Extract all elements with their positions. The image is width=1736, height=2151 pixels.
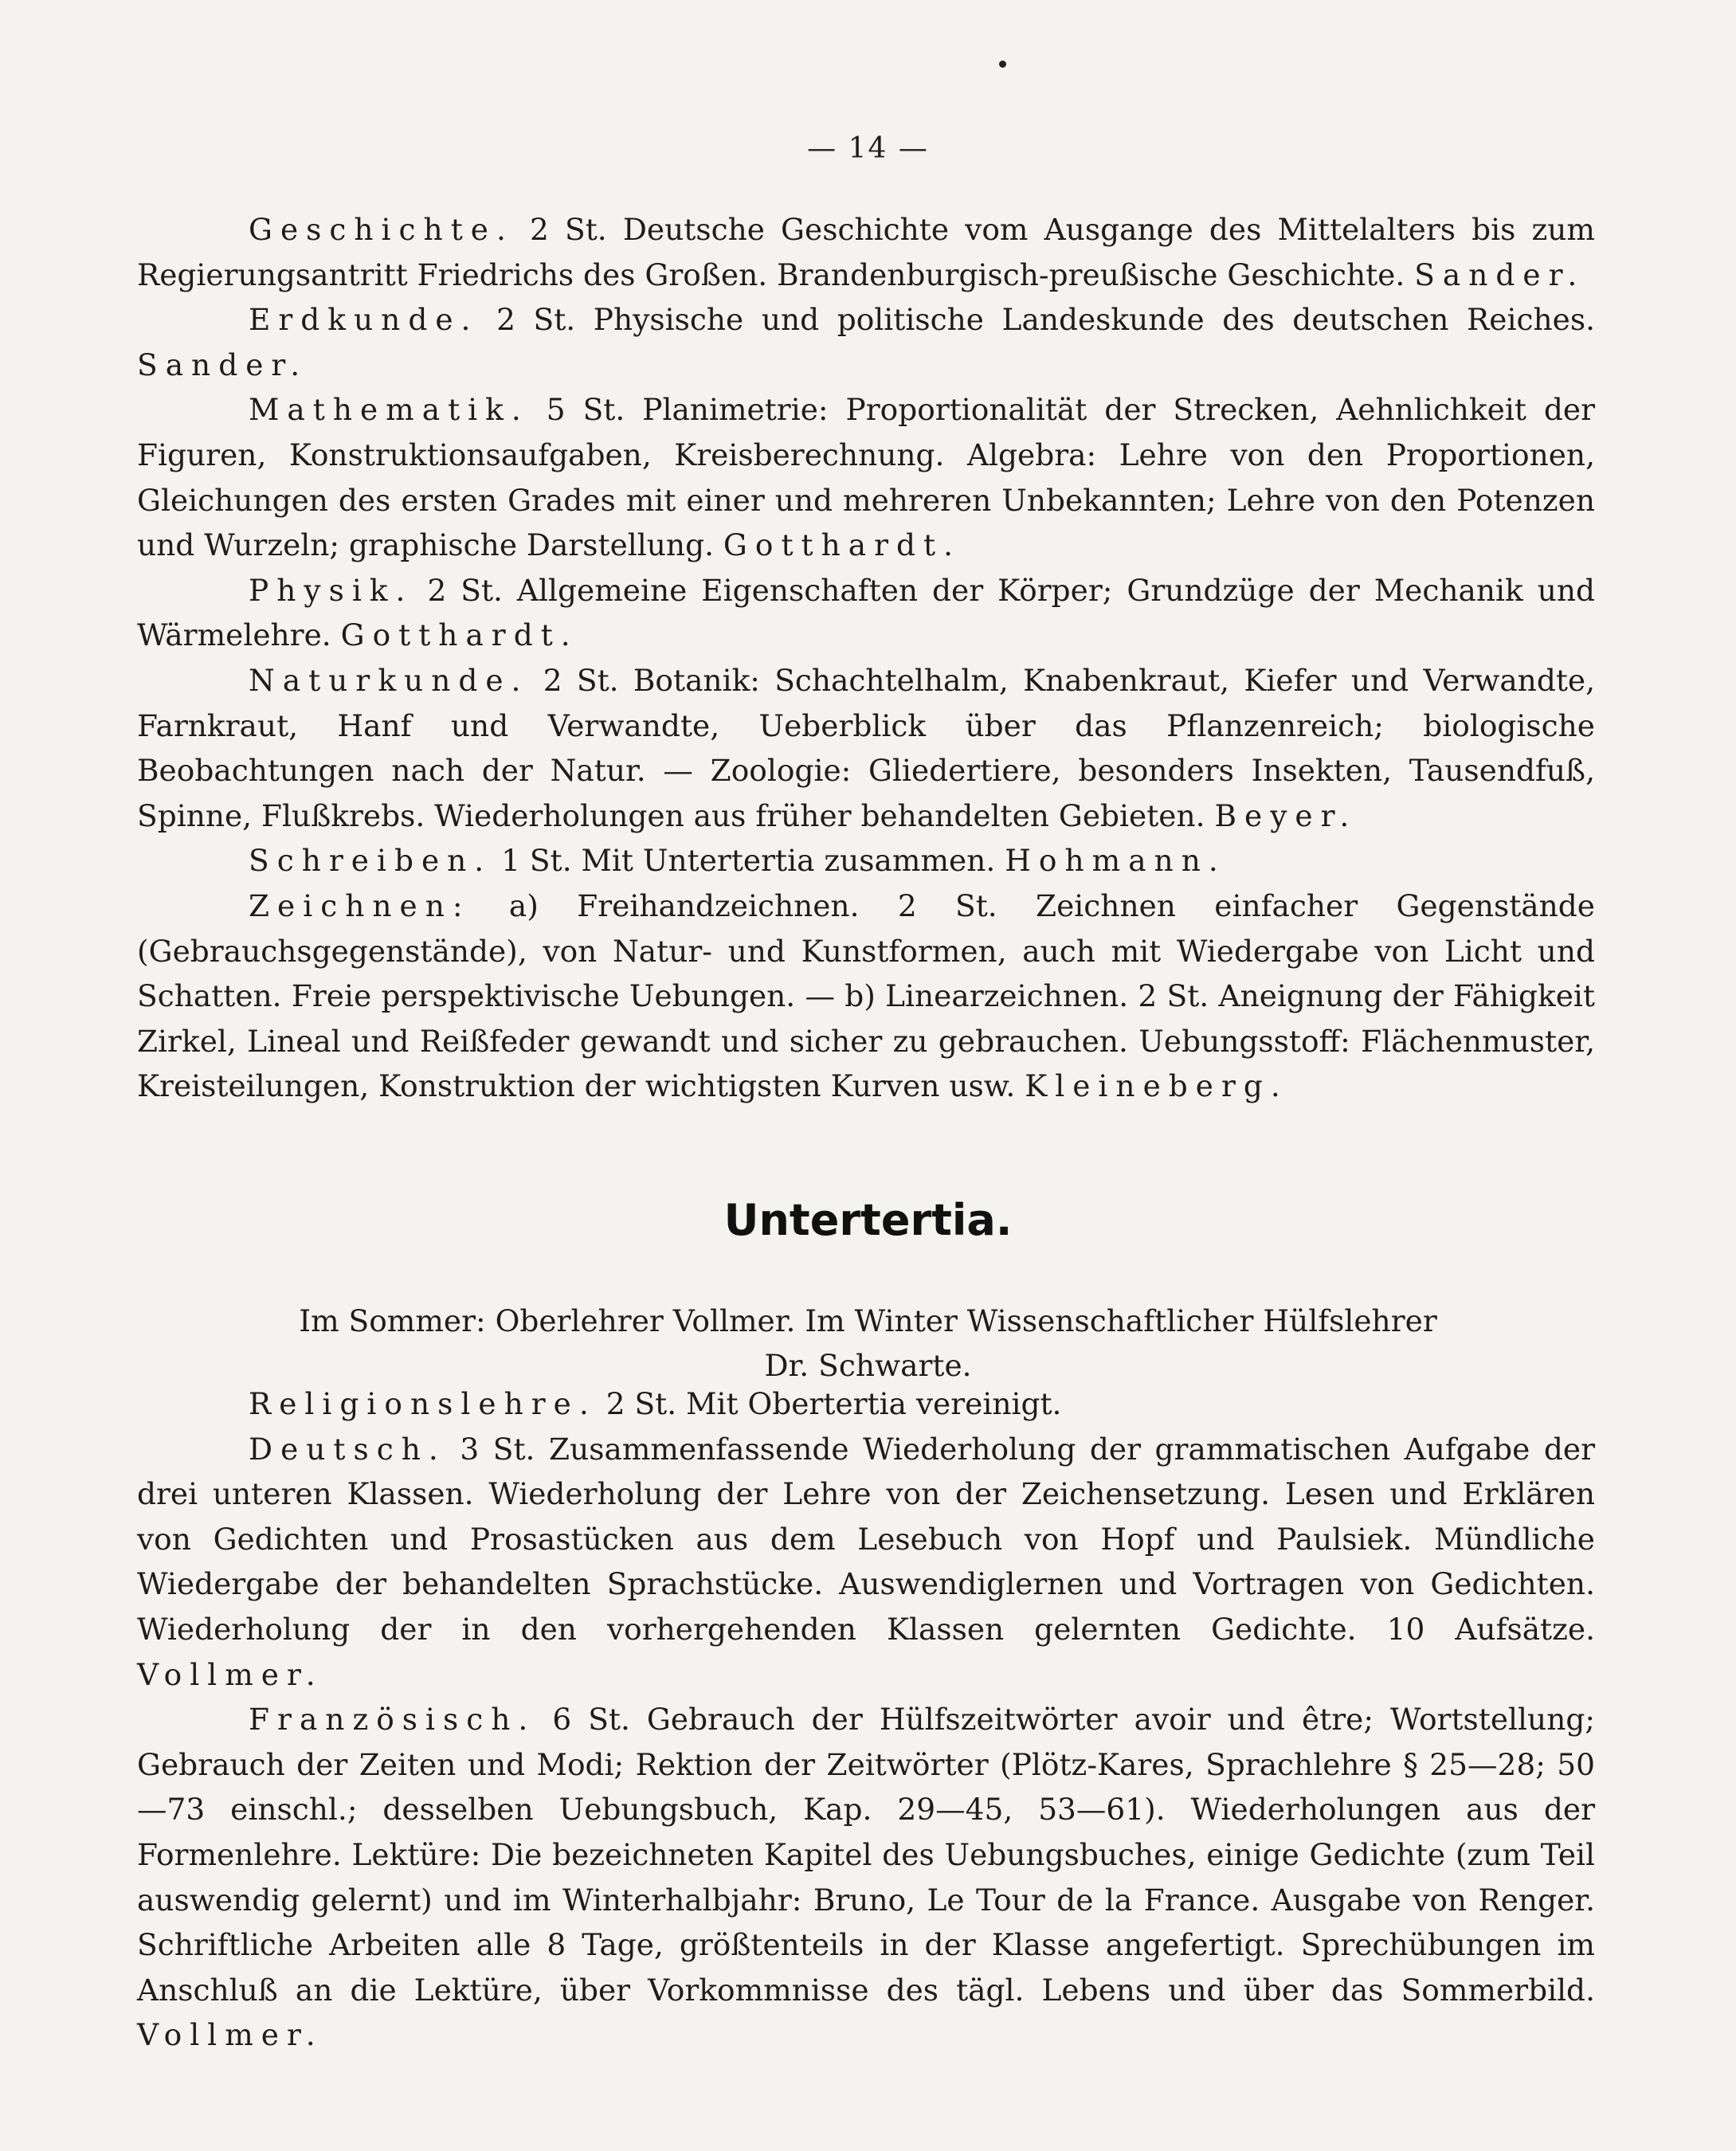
subject-label: Deutsch. xyxy=(249,1431,446,1467)
teacher-name: Sander. xyxy=(137,347,308,382)
paragraph-text: 2 St. Botanik: Schachtelhalm, Knabenkraut, Kiefer und Verwandte, Farnkraut, Hanf und Verwandte, Ueberblick über das Pflanzenreich; biologische Beobachtungen nach der Natur. — Zoologie: Gliedertiere, besonders Insekten, Tausendfuß, Spinne, Flußkrebs. Wiederholungen aus früher behandelten Gebieten. xyxy=(137,662,1596,833)
subject-label: Mathematik. xyxy=(249,392,529,428)
teacher-name: Vollmer. xyxy=(137,1656,323,1692)
paragraph-naturkunde xyxy=(137,658,1595,838)
subject-label: Religionslehre. xyxy=(249,1386,597,1421)
paragraph-franzoesisch xyxy=(137,1697,1595,2058)
subject-label: Zeichnen: xyxy=(249,887,471,923)
teacher-name: Beyer. xyxy=(1214,797,1358,833)
paragraph-zeichnen xyxy=(137,884,1595,1109)
teacher-name: Gotthardt. xyxy=(340,617,578,653)
teacher-name: Hohmann. xyxy=(1005,843,1226,879)
subject-label: Geschichte. xyxy=(249,212,514,247)
paragraph-mathematik xyxy=(137,387,1595,567)
paragraph-text: 2 St. Allgemeine Eigenschaften der Körper; Grundzüge der Mechanik und Wärmelehre. xyxy=(137,572,1596,653)
teachers-line-1: Im Sommer: Oberlehrer Vollmer. Im Winter Wissenschaftlicher Hülfslehrer xyxy=(299,1303,1437,1338)
paragraph-deutsch xyxy=(137,1427,1595,1698)
paragraph-erdkunde xyxy=(137,297,1595,387)
ink-dot xyxy=(999,61,1006,68)
paragraph-text: 5 St. Planimetrie: Proportionalität der Strecken, Aehnlichkeit der Figuren, Konstruktionsaufgaben, Kreisberechnung. Algebra: Lehre von den Proportionen, Gleichungen des ersten Grades mit einer und mehreren Unbekannten; Lehre von den Potenzen und Wurzeln; graphische Darstellung. xyxy=(137,392,1595,563)
teacher-name: Sander. xyxy=(1414,257,1585,292)
teacher-name: Vollmer. xyxy=(137,2017,323,2053)
subject-label: Erdkunde. xyxy=(249,302,479,338)
top-section xyxy=(137,207,1595,1109)
paragraph-text: 2 St. Deutsche Geschichte vom Ausgange des Mittelalters bis zum Regierungsantritt Friedrichs des Großen. Brandenburgisch-preußische Geschichte. xyxy=(137,212,1595,292)
section-heading: Untertertia. xyxy=(723,1195,1013,1245)
paragraph-schreiben xyxy=(137,838,1595,884)
subject-label: Französisch. xyxy=(249,1702,536,1738)
page-number: — 14 — xyxy=(807,132,929,165)
paragraph-geschichte xyxy=(137,207,1595,297)
teachers-line-2: Dr. Schwarte. xyxy=(764,1348,972,1383)
subject-label: Schreiben. xyxy=(249,843,492,879)
paragraph-text: 2 St. Mit Obertertia vereinigt. xyxy=(605,1386,1062,1421)
bottom-section xyxy=(137,1381,1595,2058)
paragraph-text: 3 St. Zusammenfassende Wiederholung der grammatischen Aufgabe der drei unteren Klassen. Wiederholung der Lehre von der Zeichensetzung. Lesen und Erklären von Gedichten und Prosastücken aus dem Lesebuch von Hopf und Paulsiek. Mündliche Wiedergabe der behandelten Sprachstücke. Auswendiglernen und Vortragen von Gedichten. Wiederholung der in den vorhergehenden Klassen gelernten Gedichte. 10 Aufsätze. xyxy=(137,1431,1596,1647)
teacher-name: Kleineberg. xyxy=(1025,1068,1288,1104)
paragraph-text: 2 St. Physische und politische Landeskunde des deutschen Reiches. xyxy=(496,302,1595,338)
teacher-name: Gotthardt. xyxy=(723,527,962,563)
subject-label: Naturkunde. xyxy=(249,662,529,698)
paragraph-religionslehre xyxy=(137,1381,1595,1427)
subject-label: Physik. xyxy=(249,572,413,608)
paragraph-physik xyxy=(137,568,1595,658)
paragraph-text: 1 St. Mit Untertertia zusammen. xyxy=(501,843,996,879)
paragraph-text: a) Freihandzeichnen. 2 St. Zeichnen einfacher Gegenstände (Gebrauchsgegenstände), von Natur- und Kunstformen, auch mit Wiedergabe von Licht und Schatten. Freie perspektivische Uebungen. — b) Linearzeichnen. 2 St. Aneignung der Fähigkeit Zirkel, Lineal und Reißfeder gewandt und sicher zu gebrauchen. Uebungsstoff: Flächenmuster, Kreisteilungen, Konstruktion der wichtigsten Kurven usw. xyxy=(137,887,1595,1104)
paragraph-text: 6 St. Gebrauch der Hülfszeitwörter avoir und être; Wortstellung; Gebrauch der Zeiten und Modi; Rektion der Zeitwörter (Plötz-Kares, Sprachlehre § 25—28; 50—73 einschl.; desselben Uebungsbuch, Kap. 29—45, 53—61). Wiederholungen aus der Formenlehre. Lektüre: Die bezeichneten Kapitel des Uebungsbuches, einige Gedichte (zum Teil auswendig gelernt) und im Winterhalbjahr: Bruno, Le Tour de la France. Ausgabe von Renger. Schriftliche Arbeiten alle 8 Tage, größtenteils in der Klasse angefertigt. Sprechübungen im Anschluß an die Lektüre, über Vorkommnisse des tägl. Lebens und über das Sommerbild. xyxy=(137,1702,1595,2008)
